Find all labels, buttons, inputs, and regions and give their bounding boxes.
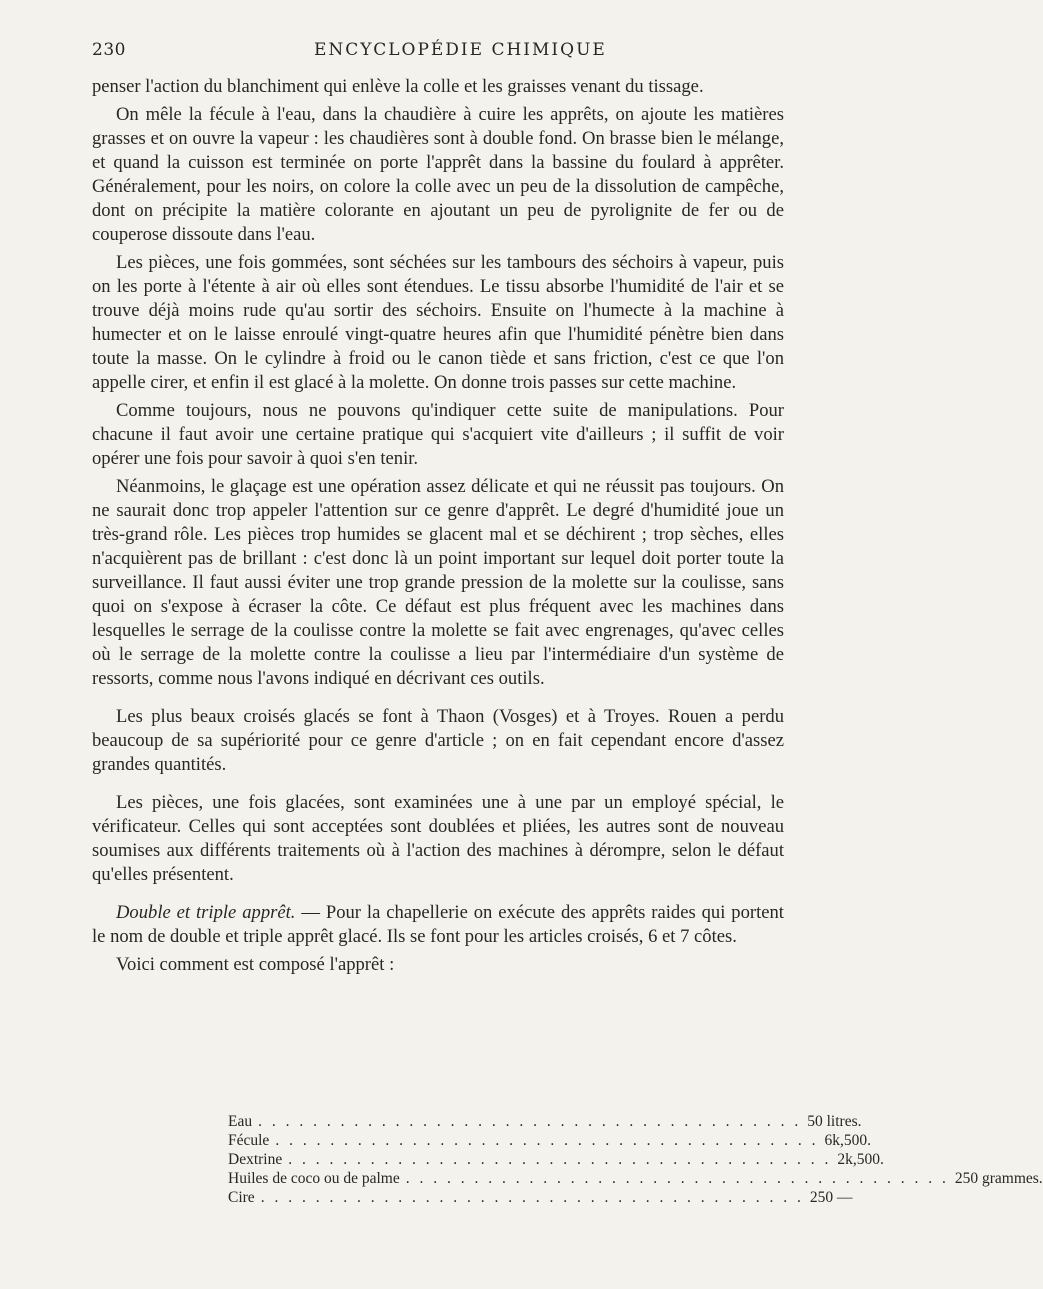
leader-dots: . . . . . . . . . . . . . . . . . . . . . . . . . . . . . . . . . . . . . . . . <box>405 1170 949 1187</box>
section-paragraph <box>92 901 784 949</box>
recipe-intro: Voici comment est composé l'apprêt : <box>116 954 395 975</box>
paragraph: On mêle la fécule à l'eau, dans la chaudière à cuire les apprêts, on ajoute les matières grasses et on ouvre la vapeur : les chaudières sont à double fond. On brasse bien le mélange, et quand la cuisson est terminée on porte l'apprêt dans la bassine du foulard à apprêter. Généralement, pour les noirs, on colore la colle avec un peu de la dissolution de campêche, dont on précipite la matière colorante en ajoutant un peu de pyrolignite de fer ou de couperose dissoute dans l'eau. <box>92 104 784 245</box>
recipe-row <box>228 1150 884 1169</box>
recipe-row <box>228 1169 1043 1188</box>
paragraph: Comme toujours, nous ne pouvons qu'indiquer cette suite de manipulations. Pour chacune il faut avoir une certaine pratique qui s'acquiert vite d'ailleurs ; il suffit de voir opérer une fois pour savoir à quoi s'en tenir. <box>92 400 784 469</box>
leader-dots: . . . . . . . . . . . . . . . . . . . . . . . . . . . . . . . . . . . . . . . . <box>258 1113 802 1130</box>
paragraph: penser l'action du blanchiment qui enlève la colle et les graisses venant du tissage. <box>92 76 704 97</box>
ingredient-quantity: 6k,500. <box>824 1132 871 1149</box>
ingredient-name: Huiles de coco ou de palme <box>228 1170 400 1187</box>
recipe-row <box>228 1131 871 1150</box>
leader-dots: . . . . . . . . . . . . . . . . . . . . . . . . . . . . . . . . . . . . . . . . <box>275 1132 819 1149</box>
ingredient-quantity: 250 grammes. <box>954 1170 1043 1187</box>
ingredient-name: Fécule <box>228 1132 270 1149</box>
recipe-list <box>228 1112 1043 1207</box>
body-text <box>92 75 784 981</box>
ingredient-quantity: 2k,500. <box>837 1151 884 1168</box>
ingredient-name: Cire <box>228 1189 255 1206</box>
paragraph: Les pièces, une fois glacées, sont examinées une à une par un employé spécial, le vérificateur. Celles qui sont acceptées sont doublées et pliées, les autres sont de nouveau soumises aux différents traitements où à l'action des machines à dérompre, selon le défaut qu'elles présentent. <box>92 792 784 885</box>
section-title: Double et triple apprêt. <box>116 902 296 923</box>
ingredient-quantity: 250 — <box>809 1189 853 1206</box>
leader-dots: . . . . . . . . . . . . . . . . . . . . . . . . . . . . . . . . . . . . . . . . <box>260 1189 804 1206</box>
recipe-row <box>228 1188 853 1207</box>
page-header <box>92 40 780 66</box>
section-text: — Pour la chapellerie on exécute des apprêts raides qui portent le nom de double et triple apprêt glacé. Ils se font pour les articles croisés, 6 et 7 côtes. <box>92 902 784 947</box>
ingredient-quantity: 50 litres. <box>807 1113 862 1130</box>
paragraph: Les pièces, une fois gommées, sont séchées sur les tambours des séchoirs à vapeur, puis on les porte à l'étente à air où elles sont étendues. Le tissu absorbe l'humidité de l'air et se trouve déjà moins rude qu'au sortir des séchoirs. Ensuite on l'humecte à la machine à humecter et on le laisse enroulé vingt-quatre heures afin que l'humidité pénètre bien dans toute la masse. On le cylindre à froid ou le canon tiède et sans friction, c'est ce que l'on appelle cirer, et enfin il est glacé à la molette. On donne trois passes sur cette machine. <box>92 252 784 393</box>
leader-dots: . . . . . . . . . . . . . . . . . . . . . . . . . . . . . . . . . . . . . . . . <box>288 1151 832 1168</box>
ingredient-name: Eau <box>228 1113 253 1130</box>
running-title: ENCYCLOPÉDIE CHIMIQUE <box>314 40 607 60</box>
paragraph: Néanmoins, le glaçage est une opération assez délicate et qui ne réussit pas toujours. On ne saurait donc trop appeler l'attention sur ce genre d'apprêt. Le degré d'humidité joue un très-grand rôle. Les pièces trop humides se glacent mal et se déchirent ; trop sèches, elles n'acquièrent pas de brillant : c'est donc là un point important sur lequel doit porter toute la surveillance. Il faut aussi éviter une trop grande pression de la molette sur la coulisse, sans quoi on s'expose à écraser la côte. Ce défaut est plus fréquent avec les machines dans lesquelles le serrage de la coulisse contre la molette se fait avec engrenages, qu'avec celles où le serrage de la molette contre la coulisse a lieu par l'intermédiaire d'un système de ressorts, comme nous l'avons indiqué en décrivant ces outils. <box>92 476 784 689</box>
recipe-row <box>228 1112 862 1131</box>
page-number: 230 <box>92 40 126 60</box>
ingredient-name: Dextrine <box>228 1151 283 1168</box>
paragraph: Les plus beaux croisés glacés se font à Thaon (Vosges) et à Troyes. Rouen a perdu beaucoup de sa supériorité pour ce genre d'article ; on en fait cependant encore d'assez grandes quantités. <box>92 706 784 775</box>
